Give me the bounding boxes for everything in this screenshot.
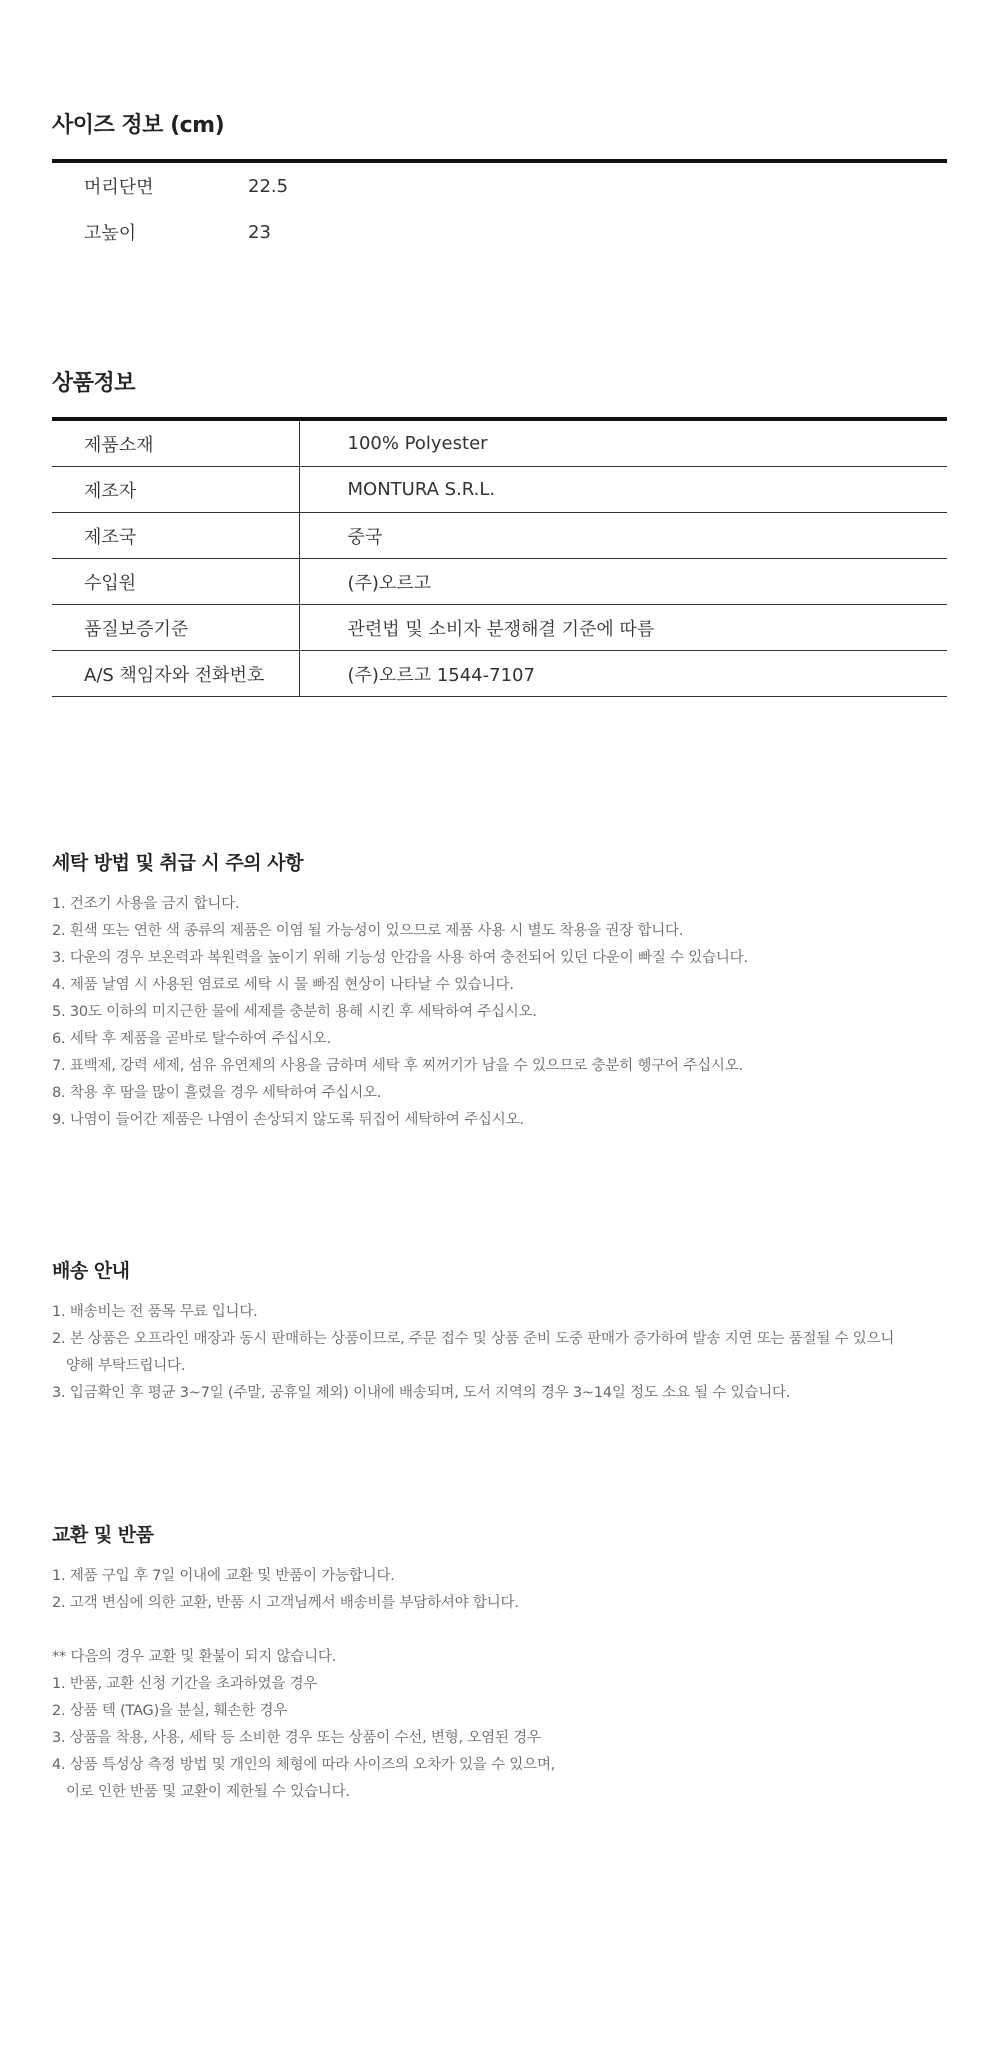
info-value: (주)오르고 1544-7107 <box>299 651 947 697</box>
info-key: 제조자 <box>52 467 299 513</box>
info-value: 100% Polyester <box>299 421 947 467</box>
list-item: 이로 인한 반품 및 교환이 제한될 수 있습니다. <box>66 1784 350 1800</box>
list-item: 1. 배송비는 전 품목 무료 입니다. <box>52 1304 258 1320</box>
list-item: 3. 상품을 착용, 사용, 세탁 등 소비한 경우 또는 상품이 수선, 변형, 오염된 경우 <box>52 1730 541 1746</box>
info-key: 수입원 <box>52 559 299 605</box>
list-item: 1. 제품 구입 후 7일 이내에 교환 및 반품이 가능합니다. <box>52 1568 395 1584</box>
shipping-list <box>52 1299 947 1407</box>
list-item: 3. 다운의 경우 보온력과 복원력을 높이기 위해 기능성 안감을 사용 하여 충전되어 있던 다운이 빠질 수 있습니다. <box>52 950 748 966</box>
list-item: 8. 착용 후 땀을 많이 흘렸을 경우 세탁하여 주십시오. <box>52 1085 382 1101</box>
table-row <box>52 513 947 559</box>
list-item: 2. 흰색 또는 연한 색 종류의 제품은 이염 될 가능성이 있으므로 제품 사용 시 별도 착용을 권장 합니다. <box>52 923 684 939</box>
list-item: 1. 반품, 교환 신청 기간을 초과하였을 경우 <box>52 1676 318 1692</box>
size-value: 23 <box>248 221 271 243</box>
product-info-section <box>52 366 947 697</box>
table-row <box>52 467 947 513</box>
size-value: 22.5 <box>248 175 289 197</box>
size-info-section <box>52 108 947 255</box>
info-value: 관련법 및 소비자 분쟁해결 기준에 따름 <box>299 605 947 651</box>
list-item: 9. 나염이 들어간 제품은 나염이 손상되지 않도록 뒤집어 세탁하여 주십시오. <box>52 1112 524 1128</box>
info-key: 제조국 <box>52 513 299 559</box>
info-key: 품질보증기준 <box>52 605 299 651</box>
washing-care-title: 세탁 방법 및 취급 시 주의 사항 <box>52 852 303 874</box>
washing-care-list <box>52 891 947 1134</box>
table-row <box>52 651 947 697</box>
info-key: A/S 책임자와 전화번호 <box>52 651 299 697</box>
table-row <box>52 421 947 467</box>
size-info-title: 사이즈 정보 (cm) <box>52 113 225 138</box>
table-row <box>52 605 947 651</box>
list-spacer <box>52 1617 947 1644</box>
exchange-return-list <box>52 1563 947 1806</box>
size-label: 머리단면 <box>84 177 154 198</box>
list-item: 2. 고객 변심에 의한 교환, 반품 시 고객님께서 배송비를 부담하셔야 합니다. <box>52 1595 519 1611</box>
list-item: 3. 입금확인 후 평균 3~7일 (주말, 공휴일 제외) 이내에 배송되며, 도서 지역의 경우 3~14일 정도 소요 될 수 있습니다. <box>52 1385 791 1401</box>
list-item: 1. 건조기 사용을 금지 합니다. <box>52 896 240 912</box>
list-item: 2. 본 상품은 오프라인 매장과 동시 판매하는 상품이므로, 주문 접수 및 상품 준비 도중 판매가 증가하여 발송 지연 또는 품절될 수 있으니 <box>52 1331 895 1347</box>
list-item: 7. 표백제, 강력 세제, 섬유 유연제의 사용을 금하며 세탁 후 찌꺼기가 남을 수 있으므로 충분히 헹구어 주십시오. <box>52 1058 743 1074</box>
list-item: 5. 30도 이하의 미지근한 물에 세제를 충분히 용해 시킨 후 세탁하여 주십시오. <box>52 1004 537 1020</box>
size-row <box>52 209 947 255</box>
list-item: 6. 세탁 후 제품을 곧바로 탈수하여 주십시오. <box>52 1031 332 1047</box>
exceptions-heading: ** 다음의 경우 교환 및 환불이 되지 않습니다. <box>52 1649 337 1665</box>
info-value: (주)오르고 <box>299 559 947 605</box>
exchange-return-section <box>52 1520 947 1806</box>
table-row <box>52 559 947 605</box>
shipping-section <box>52 1256 947 1407</box>
list-item: 2. 상품 텍 (TAG)을 분실, 훼손한 경우 <box>52 1703 288 1719</box>
list-item: 4. 상품 특성상 측정 방법 및 개인의 체형에 따라 사이즈의 오차가 있을 수 있으며, <box>52 1757 556 1773</box>
exchange-return-title: 교환 및 반품 <box>52 1524 154 1546</box>
product-info-title: 상품정보 <box>52 371 136 396</box>
list-item: 4. 제품 날염 시 사용된 염료로 세탁 시 물 빠짐 현상이 나타날 수 있습니다. <box>52 977 514 993</box>
size-row <box>52 163 947 209</box>
list-item: 양해 부탁드립니다. <box>66 1358 186 1374</box>
info-key: 제품소재 <box>52 421 299 467</box>
shipping-title: 배송 안내 <box>52 1260 130 1282</box>
info-value: 중국 <box>299 513 947 559</box>
size-label: 고높이 <box>84 223 137 244</box>
product-info-table <box>52 421 947 697</box>
info-value: MONTURA S.R.L. <box>299 467 947 513</box>
washing-care-section <box>52 848 947 1134</box>
